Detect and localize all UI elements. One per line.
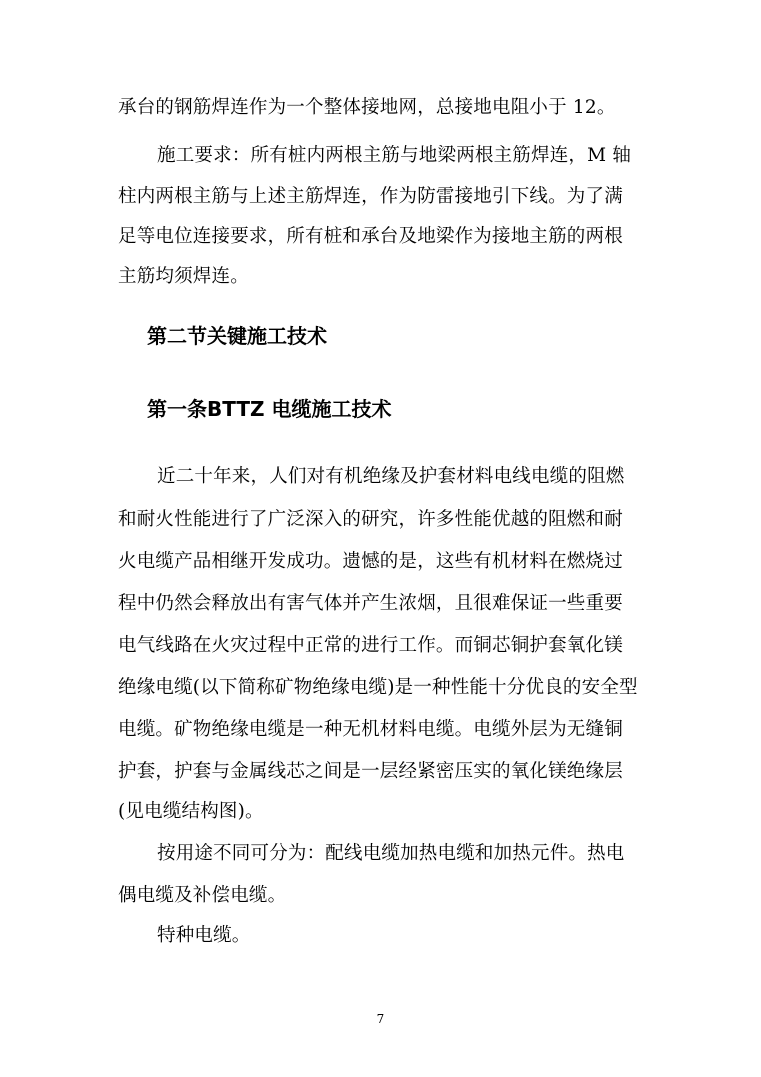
- paragraph-2-line-3: 足等电位连接要求，所有桩和承台及地梁作为接地主筋的两根: [118, 226, 623, 247]
- paragraph-4-line-2: 偶电缆及补偿电缆。: [118, 885, 287, 906]
- paragraph-3-line-4: 程中仍然会释放出有害气体并产生浓烟，且很难保证一些重要: [118, 593, 623, 614]
- paragraph-5-line-1: 特种电缆。: [157, 925, 251, 946]
- paragraph-3-line-2: 和耐火性能进行了广泛深入的研究，许多性能优越的阻燃和耐: [118, 509, 623, 530]
- paragraph-1-line-1: 承台的钢筋焊连作为一个整体接地网，总接地电阻小于 12。: [118, 97, 616, 118]
- paragraph-4-line-1: 按用途不同可分为：配线电缆加热电缆和加热元件。热电: [157, 843, 625, 864]
- paragraph-2-line-2: 柱内两根主筋与上述主筋焊连，作为防雷接地引下线。为了满: [118, 186, 623, 207]
- paragraph-3-line-8: 护套，护套与金属线芯之间是一层经紧密压实的氧化镁绝缘层: [118, 761, 623, 782]
- page-number: 7: [376, 1012, 385, 1026]
- paragraph-2-line-1: 施工要求：所有桩内两根主筋与地梁两根主筋焊连，M 轴: [157, 145, 632, 166]
- article-heading: 第一条BTTZ 电缆施工技术: [147, 397, 392, 421]
- paragraph-3-line-6: 绝缘电缆(以下简称矿物绝缘电缆)是一种性能十分优良的安全型: [118, 677, 638, 698]
- paragraph-2-line-4: 主筋均须焊连。: [118, 266, 249, 287]
- section-heading: 第二节关键施工技术: [147, 324, 327, 348]
- paragraph-3-line-3: 火电缆产品相继开发成功。遗憾的是，这些有机材料在燃烧过: [118, 551, 623, 572]
- paragraph-3-line-7: 电缆。矿物绝缘电缆是一种无机材料电缆。电缆外层为无缝铜: [118, 719, 623, 740]
- paragraph-3-line-5: 电气线路在火灾过程中正常的进行工作。而铜芯铜护套氧化镁: [118, 635, 623, 656]
- paragraph-3-line-1: 近二十年来，人们对有机绝缘及护套材料电线电缆的阻燃: [157, 466, 625, 487]
- paragraph-3-line-9: (见电缆结构图)。: [118, 801, 264, 822]
